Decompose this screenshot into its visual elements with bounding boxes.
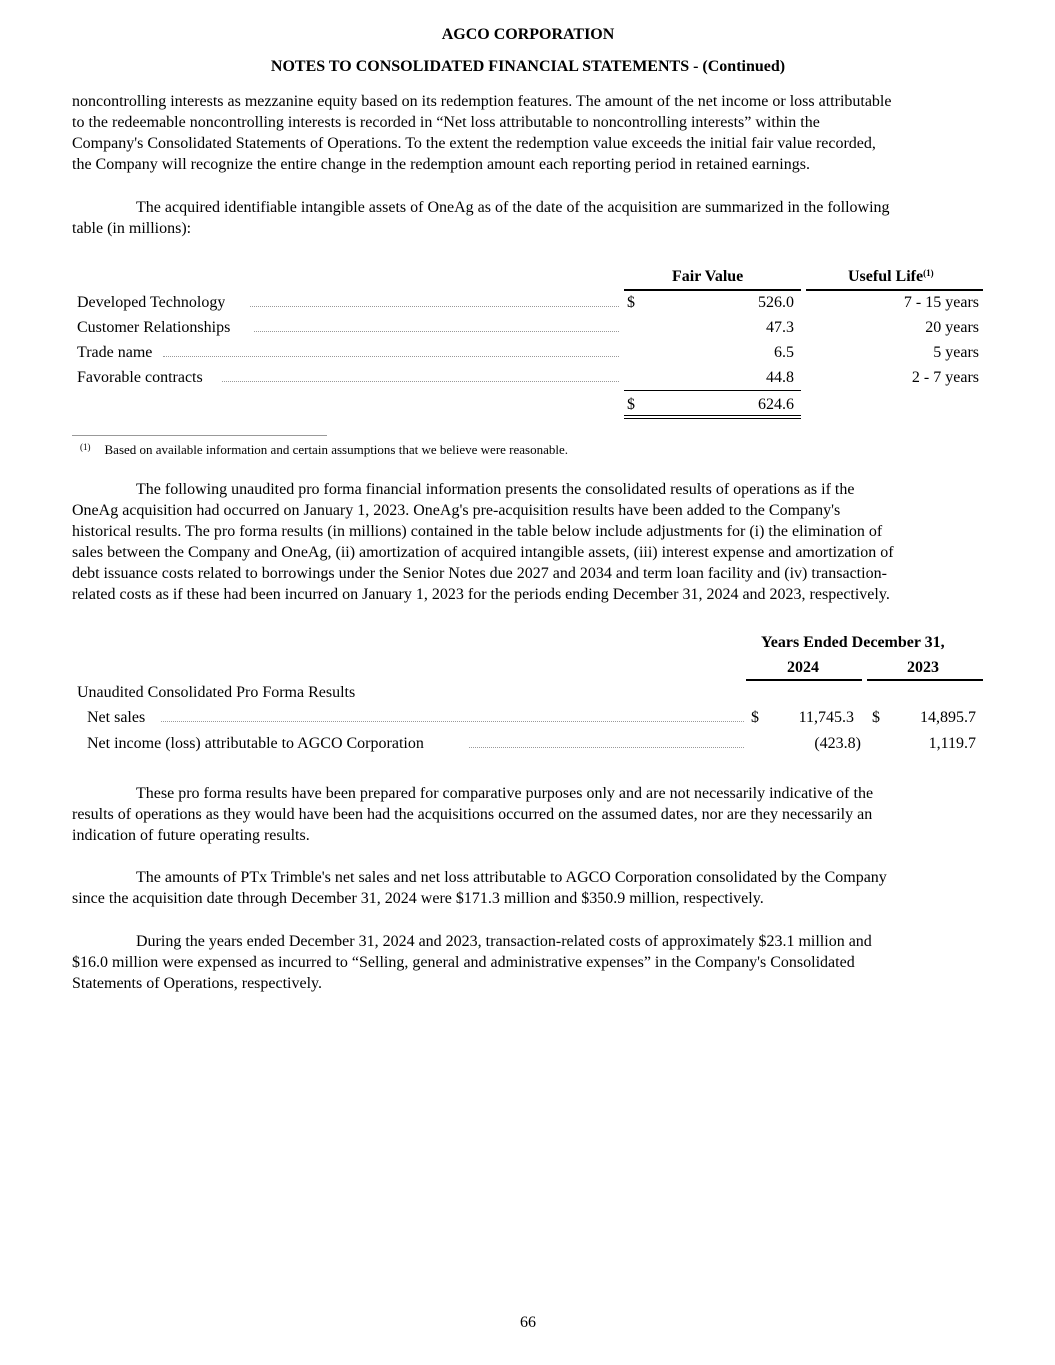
paragraph-pro-forma-intro: The following unaudited pro forma financial information presents the consolidated results of operations as if the OneAg acquisition had occurred on January 1, 2023. OneAg's pre-acquisition results have been added to the Company's historical results. The pro forma results (in millions) contained in the table below include adjustments for (i) the elimination of sales between the Company and OneAg, (ii) amortization of acquired intangible assets, (iii) interest expense and amortization of debt issuance costs related to borrowings under the Senior Notes due 2027 and 2034 and term loan facility and (iv) transaction- related costs as if these had been incurred on January 1, 2023 for the periods ending December 31, 2024 and 2023, respectively. — [72, 481, 894, 603]
paragraph-intangibles-intro: The acquired identifiable intangible assets of OneAg as of the date of the acquisition are summarized in the following table (in millions): — [72, 199, 890, 237]
paragraph-ptx-trimble: The amounts of PTx Trimble's net sales and net loss attributable to AGCO Corporation consolidated by the Company since the acquisition date through December 31, 2024 were $171.3 million and $350.9 million, respectively. — [72, 869, 887, 907]
row-label: Net income (loss) attributable to AGCO Corporation — [87, 735, 424, 752]
total-fair-value: 624.6 — [758, 396, 794, 413]
useful-life-cell: 5 years — [933, 344, 979, 361]
currency-symbol: $ — [627, 294, 635, 311]
total-row — [77, 394, 984, 416]
table-row — [77, 292, 984, 314]
table-row — [77, 317, 984, 339]
useful-life-cell: 2 - 7 years — [911, 369, 979, 386]
year-2024-rule — [746, 679, 862, 681]
row-label: Customer Relationships — [77, 319, 231, 336]
table-row — [77, 367, 984, 389]
currency-symbol: $ — [872, 709, 880, 726]
dot-leader — [163, 356, 619, 357]
period-header: Years Ended December 31, — [761, 634, 945, 651]
value-2024: (423.8) — [814, 735, 861, 752]
dot-leader — [254, 331, 619, 332]
table-row — [77, 733, 984, 755]
paragraph-redeemable-interests: noncontrolling interests as mezzanine equity based on its redemption features. The amount of the net income or loss attributable to the redeemable noncontrolling interests is recorded in “Net loss attributable to noncontrolling interests” within the Company's Consolidated Statements of Operations. To the extent the redemption value exceeds the initial fair value recorded, the Company will recognize the entire change in the redemption amount each reporting period in retained earnings. — [72, 93, 892, 173]
value-2024: 11,745.3 — [798, 709, 854, 726]
fair-value-cell: 526.0 — [758, 294, 794, 311]
notes-title: NOTES TO CONSOLIDATED FINANCIAL STATEMENTS - (Continued) — [270, 58, 786, 75]
table-row — [77, 342, 984, 364]
row-label: Favorable contracts — [77, 369, 203, 386]
fair-value-header-rule — [624, 289, 801, 291]
row-label: Developed Technology — [77, 294, 226, 311]
fair-value-cell: 44.8 — [766, 369, 794, 386]
row-label: Net sales — [87, 709, 146, 726]
year-2023-header: 2023 — [907, 659, 939, 676]
year-2023-rule — [867, 679, 983, 681]
useful-life-cell: 20 years — [925, 319, 979, 336]
fair-value-cell: 47.3 — [766, 319, 794, 336]
useful-life-cell: 7 - 15 years — [903, 294, 979, 311]
document-page — [72, 0, 984, 1365]
page-number: 66 — [520, 1314, 536, 1331]
table-row — [77, 707, 984, 729]
footnote-marker: (1) — [80, 442, 91, 452]
dot-leader — [469, 747, 744, 748]
useful-life-label: Useful Life — [848, 268, 924, 285]
company-name: AGCO CORPORATION — [441, 26, 615, 43]
paragraph-transaction-costs: During the years ended December 31, 2024 and 2023, transaction-related costs of approximately $23.1 million and $16.0 million were expensed as incurred to “Selling, general and administrative expenses” in the Company's Consolidated Statements of Operations, respectively. — [72, 933, 872, 992]
dot-leader — [161, 721, 744, 722]
footnote — [80, 442, 568, 458]
fair-value-cell: 6.5 — [774, 344, 794, 361]
currency-symbol: $ — [627, 396, 635, 413]
useful-life-footnote-marker: (1) — [923, 268, 934, 278]
fair-value-header: Fair Value — [672, 268, 744, 285]
value-2023: 14,895.7 — [920, 709, 976, 726]
footnote-rule — [72, 435, 327, 436]
year-2024-header: 2024 — [787, 659, 819, 676]
useful-life-header-rule — [806, 289, 983, 291]
total-rule — [624, 390, 801, 391]
footnote-text: Based on available information and certain assumptions that we believe were reasonable. — [104, 442, 568, 457]
currency-symbol: $ — [751, 709, 759, 726]
total-double-rule — [624, 415, 801, 419]
dot-leader — [222, 381, 619, 382]
row-label: Trade name — [77, 344, 153, 361]
paragraph-pro-forma-disclaimer: These pro forma results have been prepared for comparative purposes only and are not necessarily indicative of the results of operations as they would have been had the acquisitions occurred on the assumed dates, nor are they necessarily an indication of future operating results. — [72, 785, 874, 844]
section-label: Unaudited Consolidated Pro Forma Results — [77, 684, 356, 701]
dot-leader — [250, 306, 619, 307]
value-2023: 1,119.7 — [928, 735, 976, 752]
useful-life-header — [848, 268, 934, 286]
